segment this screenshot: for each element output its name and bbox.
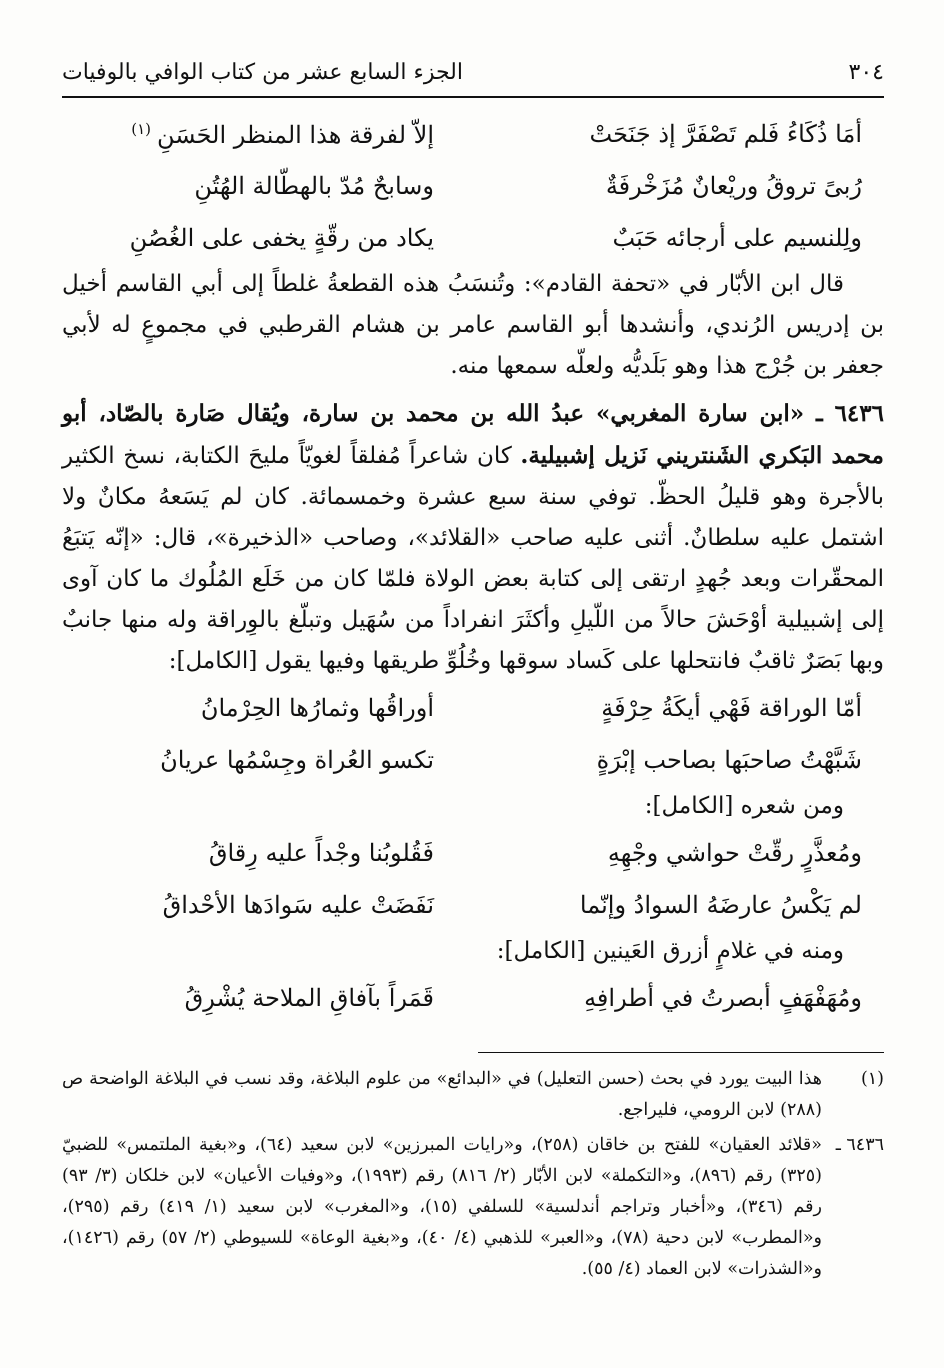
verse-line: [62, 682, 884, 734]
poem-intro: ومنه في غلامٍ أزرق العَينين [الكامل]:: [496, 938, 844, 964]
verse-line: [62, 879, 884, 931]
page-number: ٣٠٤: [848, 59, 884, 85]
footnote-marker: (١): [131, 119, 151, 138]
verse-second-hemistich: تكسو العُراة وجِسْمُها عريانُ: [160, 746, 434, 774]
running-head: [62, 52, 884, 92]
main-text: [62, 108, 884, 1024]
verse-line: [62, 212, 884, 264]
verse-line: [62, 972, 884, 1024]
verse-second-hemistich: قَمَراً بآفاقِ الملاحة يُشْرِقُ: [184, 984, 434, 1012]
biography-entry: [62, 393, 884, 682]
verse-second-hemistich: [64, 120, 474, 149]
footnote-rule: [478, 1052, 884, 1053]
verse-second-hemistich: نَفَضَتْ عليه سَوادَها الأحْداقُ: [162, 891, 434, 919]
hemistich-text: إلاّ لفرقة هذا المنظر الحَسَنِ: [156, 120, 434, 149]
running-title: الجزء السابع عشر من كتاب الوافي بالوفيات: [62, 59, 463, 85]
verse-first-hemistich: لم يَكْسُ عارضَهُ السوادُ وإنّما: [579, 891, 862, 919]
header-rule: [62, 96, 884, 98]
verse-first-hemistich: رُبىً تروقُ وريْعانٌ مُزَخْرفَةٌ: [605, 172, 862, 200]
footnotes: [62, 1064, 884, 1285]
verse-second-hemistich: أوراقُها وثمارُها الحِرْمانُ: [200, 694, 434, 722]
verse-line: [62, 734, 884, 786]
footnote-text: «قلائد العقيان» للفتح بن خاقان (٢٥٨)، و«رايات المبرزين» لابن سعيد (٦٤)، و«بغية الملتمس» للضبيّ (٣٢٥) رقم (٨٩٦)، و«التكملة» لابن الأبّار (٢/ ٨١٦) رقم (١٩٩٣)، و«وفيات الأعيان» لابن خلكان (٣/ ٩٣) رقم (٣٤٦)، و«أخبار وتراجم أندلسية» للسلفي (١٥)، و«المغرب» لابن سعيد (١/ ٤١٩) رقم (٢٩٥)، و«المطرب» لابن دحية (٧٨)، و«العبر» للذهبي (٤/ ٤٠)، و«بغية الوعاة» للسيوطي (٢/ ٥٧) رقم (١٤٢٦)، و«الشذرات» لابن العماد (٤/ ٥٥).: [62, 1135, 822, 1279]
footnote: [62, 1064, 884, 1126]
verse-first-hemistich: أمَا ذُكَاءُ فَلم تَصْفَرَّ إذ جَنَحَتْ: [589, 120, 862, 148]
verse-first-hemistich: ومُهَفْهَفٍ أبصرتُ في أطرافِهِ: [584, 984, 862, 1012]
footnote-text: هذا البيت يورد في بحث (حسن التعليل) في «البدائع» من علوم البلاغة، وقد نسب في البلاغة الواضحة ص (٢٨٨) لابن الرومي، فليراجع.: [62, 1069, 822, 1120]
entry-text: كان شاعراً مُفلقاً لغويّاً مليحَ الكتابة، نسخ الكثير بالأجرة وهو قليلُ الحظّ. توفي سنة سبع عشرة وخمسمائة. كان لم يَسَعهُ مكانٌ ولا اشتمل عليه سلطانٌ. أثنى عليه صاحب «القلائد»، وصاحب «الذخيرة»، قال: «إنّه يَتبَعُ المحقّرات وبعد جُهدٍ ارتقى إلى كتابة بعض الولاة فلمّا كان من خَلَع المُلُوك ما كان آوى إلى إشبيلية أوْحَشَ حالاً من اللّيلِ وأكثَرَ انفراداً من سُهَيل وتبلّغ بالوِراقة وله منها جانبٌ وبها بَصَرٌ ثاقبٌ فانتحلها على كَساد سوقها وخُلُوِّ طريقها وفيها يقول [الكامل]:: [62, 443, 884, 674]
verse-first-hemistich: أمّا الوراقة فَهْي أيكَةُ حِرْفَةٍ: [601, 694, 862, 722]
verse-second-hemistich: فَقُلوبُنا وجْداً عليه رِقاقُ: [208, 839, 434, 867]
footnote-number: ٦٤٣٦ ـ: [835, 1135, 884, 1155]
footnote: [62, 1130, 884, 1285]
verse-first-hemistich: شَبَّهْتُ صاحبَها بصاحب إبْرَةٍ: [596, 746, 862, 774]
entry-heading: ٦٤٣٦ ـ «ابن سارة المغربي» عبدُ الله بن محمد بن سارة، ويُقال صَارة بالصّاد، أبو محمد البَكري الشَنتريني نَزيل إشبيلية.: [62, 400, 885, 469]
poem-intro: ومن شعره [الكامل]:: [644, 793, 844, 819]
verse-first-hemistich: ومُعذَّرٍ رقّتْ حواشي وجْهِهِ: [607, 839, 862, 867]
verse-line: [62, 827, 884, 879]
paragraph-attribution: قال ابن الأبّار في «تحفة القادم»: وتُنسَبُ هذه القطعةُ غلطاً إلى أبي القاسم أخيل بن إدريس الرُندي، وأنشدها أبو القاسم عامر بن هشام القرطبي في مجموعٍ له لأبي جعفر بن جُرْج هذا وهو بَلَديُّه ولعلّه سمعها منه.: [62, 271, 884, 379]
verse-second-hemistich: وسابحٌ مُدّ بالهطّالة الهُتُنِ: [194, 172, 434, 200]
verse-first-hemistich: ولِلنسيم على أرجائه حَبَبٌ: [612, 224, 862, 252]
verse-second-hemistich: يكاد من رقّةٍ يخفى على الغُصُنِ: [129, 224, 434, 252]
verse-line: [62, 108, 884, 160]
verse-line: [62, 160, 884, 212]
footnote-number: (١): [860, 1069, 884, 1089]
